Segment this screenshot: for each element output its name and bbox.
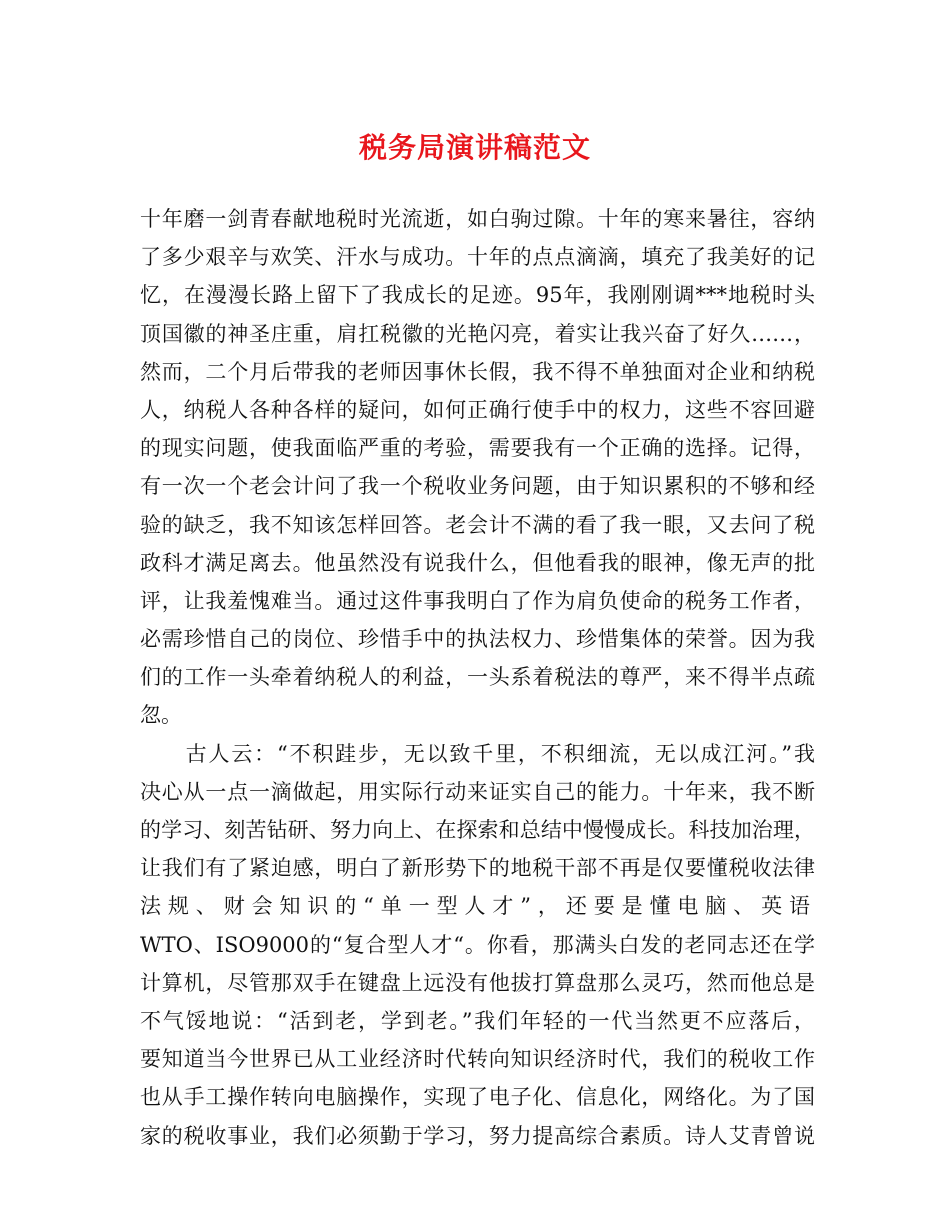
text-line: WTO、ISO9000的“复合型人才“。你看，那满头白发的老同志还在学	[140, 932, 815, 957]
document-title: 税务局演讲稿范文	[358, 131, 591, 164]
text-line: 的学习、刻苦钻研、努力向上、在探索和总结中慢慢成长。科技加治理，	[140, 818, 815, 842]
text-line: 决心从一点一滴做起，用实际行动来证实自己的能力。十年来，我不断	[140, 779, 815, 804]
text-line: 忆，在漫漫长路上留下了我成长的足迹。95年，我刚刚调***地税时头	[140, 283, 815, 308]
text-line: 十年磨一剑青春献地税时光流逝，如白驹过隙。十年的寒来暑往，容纳	[140, 207, 815, 231]
text-line: 不气馁地说：“活到老，学到老。”我们年轻的一代当然更不应落后，	[140, 1008, 815, 1033]
text-line: 验的缺乏，我不知该怎样回答。老会计不满的看了我一眼，又去问了税	[140, 512, 815, 537]
text-line: 忽。	[140, 703, 182, 728]
text-line: 了多少艰辛与欢笑、汗水与成功。十年的点点滴滴，填充了我美好的记	[140, 245, 815, 270]
text-line: 顶国徽的神圣庄重，肩扛税徽的光艳闪亮，着实让我兴奋了好久……，	[140, 321, 815, 346]
text-line: 政科才满足离去。他虽然没有说我什么，但他看我的眼神，像无声的批	[140, 550, 815, 575]
text-line: 必需珍惜自己的岗位、珍惜手中的执法权力、珍惜集体的荣誉。因为我	[140, 627, 815, 652]
text-line: 们的工作一头牵着纳税人的利益，一头系着税法的尊严，来不得半点疏	[140, 665, 815, 690]
document-body	[140, 200, 815, 1155]
text-line: 计算机，尽管那双手在键盘上远没有他拔打算盘那么灵巧，然而他总是	[140, 970, 815, 995]
text-line: 让我们有了紧迫感，明白了新形势下的地税干部不再是仅要懂税收法律	[140, 856, 815, 881]
text-line: 然而，二个月后带我的老师因事休长假，我不得不单独面对企业和纳税	[140, 359, 815, 384]
text-line: 人，纳税人各种各样的疑问，如何正确行使手中的权力，这些不容回避	[140, 397, 815, 422]
text-line: 有一次一个老会计问了我一个税收业务问题，由于知识累积的不够和经	[140, 474, 815, 499]
text-line: 要知道当今世界已从工业经济时代转向知识经济时代，我们的税收工作	[140, 1047, 815, 1072]
text-line: 家的税收事业，我们必须勤于学习，努力提高综合素质。诗人艾青曾说	[140, 1123, 815, 1148]
text-line: 也从手工操作转向电脑操作，实现了电子化、信息化，网络化。为了国	[140, 1085, 815, 1110]
text-line: 评，让我羞愧难当。通过这件事我明白了作为肩负使命的税务工作者，	[140, 588, 815, 613]
text-line: 的现实问题，使我面临严重的考验，需要我有一个正确的选择。记得，	[140, 436, 815, 461]
text-line: 法规、财会知识的“单一型人才”，还要是懂电脑、英语	[140, 894, 815, 919]
text-line: 古人云：“不积跬步，无以致千里，不积细流，无以成江河。”我	[140, 741, 815, 766]
